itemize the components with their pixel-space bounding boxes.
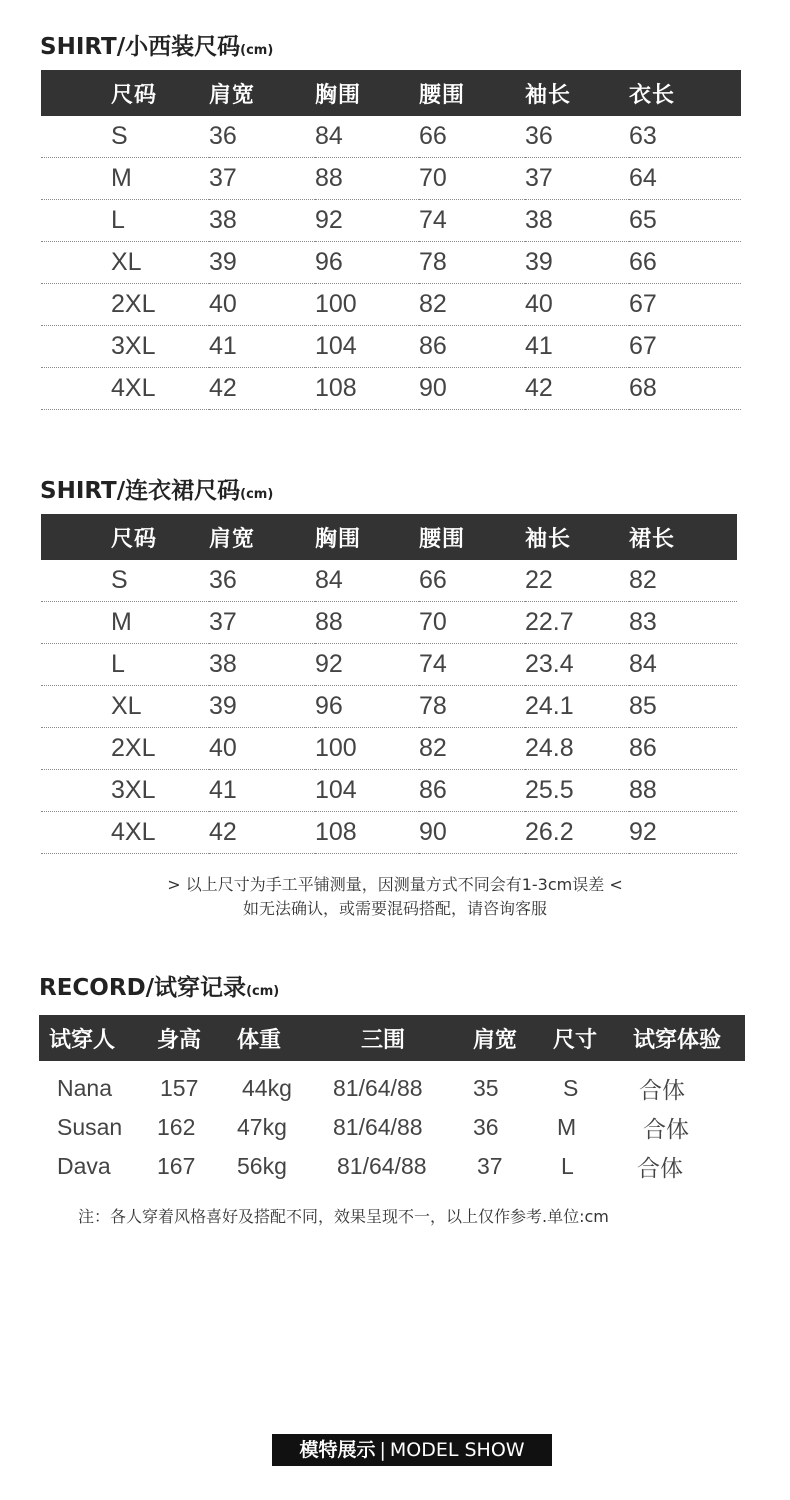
table-cell: 36 (473, 1114, 499, 1140)
table-row (41, 602, 737, 644)
header-cell: 袖长 (525, 514, 629, 560)
table-row (41, 116, 741, 158)
table-cell: 42 (209, 368, 315, 410)
size-cell: S (41, 116, 209, 158)
header-cell: 试穿人 (39, 1015, 157, 1061)
table-cell: 83 (629, 602, 737, 644)
table-cell: 85 (629, 686, 737, 728)
header-cell: 胸围 (315, 514, 419, 560)
header-cell: 尺码 (41, 514, 209, 560)
model-show-separator: | (379, 1439, 386, 1461)
measurement-note (0, 873, 790, 921)
record-title-text: RECORD/试穿记录 (39, 975, 247, 1001)
table-cell: 108 (315, 812, 419, 854)
table-cell: 88 (629, 770, 737, 812)
header-cell: 胸围 (315, 70, 419, 116)
size-cell: XL (41, 242, 209, 284)
table-cell: Susan (57, 1114, 123, 1140)
table-cell: 39 (209, 242, 315, 284)
size-cell: S (41, 560, 209, 602)
record-note: 注：各人穿着风格喜好及搭配不同，效果呈现不一，以上仅作参考.单位:cm (78, 1207, 609, 1226)
size-cell: 4XL (41, 812, 209, 854)
table-cell: 100 (315, 284, 419, 326)
table-cell: L (561, 1153, 574, 1179)
table-cell: 36 (525, 116, 629, 158)
table-cell: 合体 (639, 1077, 685, 1103)
table-cell: 157 (160, 1075, 199, 1101)
table-cell: 90 (419, 368, 525, 410)
table-cell: 82 (629, 560, 737, 602)
table-cell: 92 (315, 644, 419, 686)
header-cell: 肩宽 (209, 70, 315, 116)
header-cell: 衣长 (629, 70, 741, 116)
table-header-row (41, 70, 741, 116)
size-cell: 2XL (41, 728, 209, 770)
table-cell: 37 (209, 158, 315, 200)
table-cell: 86 (419, 770, 525, 812)
dress-size-title-text: SHIRT/连衣裙尺码 (40, 478, 241, 504)
table-row (41, 686, 737, 728)
table-cell: 38 (209, 200, 315, 242)
header-cell: 肩宽 (473, 1015, 553, 1061)
table-cell: 81/64/88 (337, 1153, 427, 1179)
header-cell: 裙长 (629, 514, 737, 560)
table-cell: 42 (209, 812, 315, 854)
table-cell: 86 (419, 326, 525, 368)
table-cell: 24.8 (525, 728, 629, 770)
table-row (41, 644, 737, 686)
table-cell: 167 (157, 1153, 196, 1179)
table-cell: 36 (209, 560, 315, 602)
table-cell: 162 (157, 1114, 196, 1140)
table-row (41, 560, 737, 602)
table-row (41, 200, 741, 242)
table-row (41, 368, 741, 410)
table-cell: 92 (315, 200, 419, 242)
header-cell: 试穿体验 (633, 1015, 745, 1061)
table-cell: 100 (315, 728, 419, 770)
table-cell: 41 (209, 326, 315, 368)
table-row (41, 242, 741, 284)
table-cell: 37 (477, 1153, 503, 1179)
suit-size-title (40, 36, 273, 59)
table-cell: 66 (419, 116, 525, 158)
table-cell: 68 (629, 368, 741, 410)
size-cell: 3XL (41, 326, 209, 368)
table-cell: 82 (419, 728, 525, 770)
table-cell: 88 (315, 158, 419, 200)
header-cell: 体重 (237, 1015, 333, 1061)
table-cell: 90 (419, 812, 525, 854)
header-cell: 腰围 (419, 70, 525, 116)
record-unit: (cm) (246, 984, 280, 999)
table-cell: 合体 (643, 1116, 689, 1142)
table-cell: 23.4 (525, 644, 629, 686)
header-cell: 身高 (157, 1015, 237, 1061)
dress-size-table (41, 514, 737, 854)
table-cell: 63 (629, 116, 741, 158)
table-cell: 70 (419, 602, 525, 644)
header-cell: 肩宽 (209, 514, 315, 560)
table-cell: 24.1 (525, 686, 629, 728)
table-cell: 22.7 (525, 602, 629, 644)
table-cell: 74 (419, 644, 525, 686)
model-show-cn: 模特展示 (299, 1439, 376, 1461)
size-cell: M (41, 602, 209, 644)
size-cell: 2XL (41, 284, 209, 326)
table-row (41, 728, 737, 770)
table-cell: 81/64/88 (333, 1075, 423, 1101)
table-cell: 66 (629, 242, 741, 284)
table-cell: 37 (525, 158, 629, 200)
table-cell: 合体 (637, 1155, 683, 1181)
table-cell: 70 (419, 158, 525, 200)
size-cell: L (41, 200, 209, 242)
table-cell: 44kg (242, 1075, 292, 1101)
table-cell: 41 (209, 770, 315, 812)
table-cell: 81/64/88 (333, 1114, 423, 1140)
table-row (41, 770, 737, 812)
table-cell: 96 (315, 242, 419, 284)
table-cell: 92 (629, 812, 737, 854)
table-cell: 65 (629, 200, 741, 242)
header-cell: 尺寸 (553, 1015, 633, 1061)
table-cell: 108 (315, 368, 419, 410)
table-cell: 104 (315, 326, 419, 368)
table-row (41, 812, 737, 854)
table-header-row (41, 514, 737, 560)
table-header-row (39, 1015, 745, 1061)
table-row (39, 1108, 745, 1147)
table-cell: 86 (629, 728, 737, 770)
table-cell: 35 (473, 1075, 499, 1101)
header-cell: 三围 (333, 1015, 473, 1061)
table-cell: 38 (209, 644, 315, 686)
table-cell: 67 (629, 284, 741, 326)
table-cell: 36 (209, 116, 315, 158)
table-cell: 64 (629, 158, 741, 200)
table-cell: 22 (525, 560, 629, 602)
size-cell: L (41, 644, 209, 686)
table-cell: 66 (419, 560, 525, 602)
table-cell: M (557, 1114, 577, 1140)
table-cell: 42 (525, 368, 629, 410)
table-cell: 37 (209, 602, 315, 644)
dress-size-unit: (cm) (240, 487, 274, 502)
table-cell: 96 (315, 686, 419, 728)
table-cell: 82 (419, 284, 525, 326)
table-cell: 67 (629, 326, 741, 368)
suit-size-title-text: SHIRT/小西装尺码 (40, 34, 241, 60)
table-cell: 25.5 (525, 770, 629, 812)
spacer-row (39, 1061, 745, 1069)
table-cell: 104 (315, 770, 419, 812)
header-cell: 腰围 (419, 514, 525, 560)
measurement-note-line2: 如无法确认，或需要混码搭配，请咨询客服 (242, 899, 547, 918)
table-cell: 26.2 (525, 812, 629, 854)
table-row (39, 1069, 745, 1108)
model-show-en: MODEL SHOW (389, 1439, 525, 1461)
table-cell: 39 (209, 686, 315, 728)
dress-size-title (40, 480, 273, 503)
table-cell: 74 (419, 200, 525, 242)
table-cell: Nana (57, 1075, 112, 1101)
try-on-record-table (39, 1015, 745, 1186)
table-cell: 56kg (237, 1153, 287, 1179)
table-cell: 40 (209, 728, 315, 770)
header-cell: 尺码 (41, 70, 209, 116)
size-cell: XL (41, 686, 209, 728)
table-cell: 78 (419, 686, 525, 728)
table-cell: 38 (525, 200, 629, 242)
size-cell: 3XL (41, 770, 209, 812)
table-cell: S (563, 1075, 579, 1101)
measurement-note-line1: > 以上尺寸为手工平铺测量，因测量方式不同会有1-3cm误差 < (167, 875, 623, 894)
suit-size-unit: (cm) (240, 43, 274, 58)
table-cell: 47kg (237, 1114, 287, 1140)
table-row (41, 284, 741, 326)
table-cell: 84 (315, 116, 419, 158)
table-row (41, 158, 741, 200)
table-cell: Dava (57, 1153, 111, 1179)
table-row (41, 326, 741, 368)
table-row (39, 1147, 745, 1186)
suit-size-table (41, 70, 741, 410)
table-cell: 39 (525, 242, 629, 284)
table-cell: 84 (315, 560, 419, 602)
header-cell: 袖长 (525, 70, 629, 116)
table-cell: 40 (525, 284, 629, 326)
table-cell: 84 (629, 644, 737, 686)
size-cell: 4XL (41, 368, 209, 410)
table-cell: 40 (209, 284, 315, 326)
table-cell: 88 (315, 602, 419, 644)
table-cell: 78 (419, 242, 525, 284)
table-cell: 41 (525, 326, 629, 368)
model-show-banner (272, 1434, 552, 1466)
size-cell: M (41, 158, 209, 200)
record-title (39, 977, 279, 1000)
